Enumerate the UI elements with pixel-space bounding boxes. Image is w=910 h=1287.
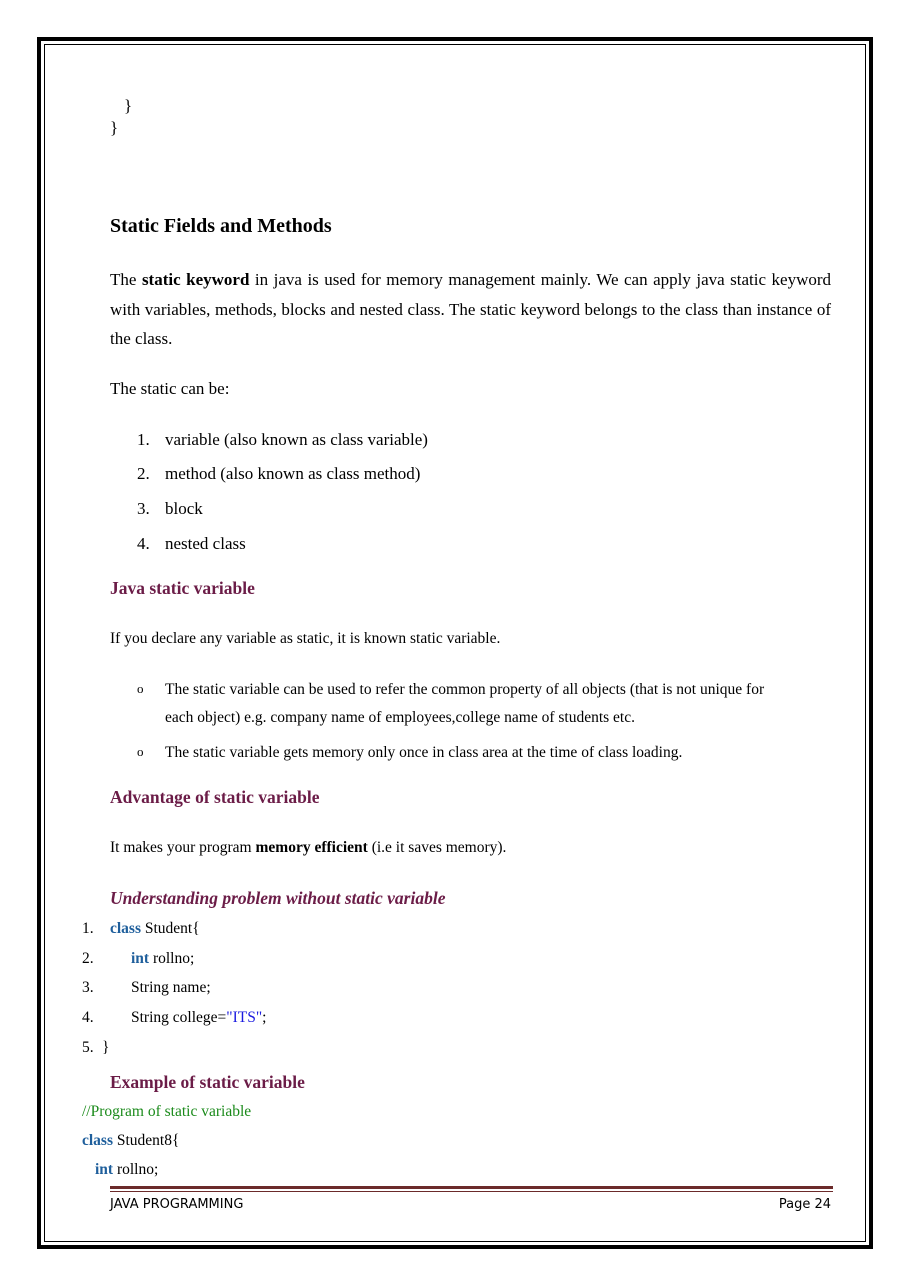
bullet-item: The static variable gets memory only once in class area at the time of class loading. (165, 744, 683, 761)
code-line: String name; (131, 979, 211, 996)
code-text: String college= (131, 1009, 227, 1026)
code-keyword: int (95, 1161, 114, 1178)
code-text: ; (262, 1009, 267, 1026)
list-item-number: 2. (137, 464, 150, 483)
section-title: Static Fields and Methods (110, 215, 332, 237)
list-item: block (165, 499, 203, 518)
code-text: Student{ (141, 920, 200, 937)
code-line (95, 1161, 158, 1179)
code-brace-inner: } (124, 96, 133, 115)
intro-text-post: in java is used for memory management mainly. We can apply java static keyword with variables, methods, blocks and nested class. The static keyword belongs to the class than instance of the class. (110, 270, 832, 348)
code-line-number: 3. (82, 979, 94, 996)
footer-divider-thin (110, 1191, 833, 1192)
static-variable-description: If you declare any variable as static, it is known static variable. (110, 630, 501, 647)
code-line-number: 2. (82, 950, 94, 967)
advantage-text-post: (i.e it saves memory). (367, 839, 507, 856)
footer-title: JAVA PROGRAMMING (110, 1197, 244, 1212)
list-item-number: 1. (137, 430, 150, 449)
code-comment: //Program of static variable (82, 1103, 252, 1120)
intro-text-pre: The (110, 270, 142, 289)
code-line (131, 1009, 266, 1027)
code-text: rollno; (113, 1161, 159, 1178)
advantage-text (110, 839, 506, 857)
intro-bold-keyword: static keyword (141, 270, 250, 289)
code-brace-outer: } (110, 118, 119, 137)
bullet-item: The static variable can be used to refer the common property of all objects (that is not unique for (165, 681, 765, 698)
bullet-marker: o (137, 744, 144, 759)
code-keyword: class (82, 1132, 113, 1149)
code-string: "ITS" (226, 1009, 263, 1026)
bullet-marker: o (137, 681, 144, 696)
advantage-heading: Advantage of static variable (110, 787, 320, 807)
code-line (82, 1132, 179, 1150)
intro-paragraph (110, 265, 831, 354)
code-line: } (102, 1039, 110, 1056)
list-item: method (also known as class method) (165, 464, 421, 483)
bullet-item-continued: each object) e.g. company name of employees,college name of students etc. (165, 709, 635, 726)
static-variable-heading: Java static variable (110, 578, 255, 598)
code-keyword: class (110, 920, 141, 937)
advantage-text-pre: It makes your program (110, 839, 256, 856)
list-item: variable (also known as class variable) (165, 430, 428, 449)
code-line-number: 1. (82, 920, 94, 937)
page-number: Page 24 (778, 1197, 831, 1212)
example-heading: Example of static variable (110, 1072, 305, 1092)
advantage-bold: memory efficient (255, 839, 368, 856)
static-can-be-label: The static can be: (110, 379, 230, 398)
code-text: rollno; (149, 950, 195, 967)
code-line (131, 950, 194, 968)
code-line (110, 920, 200, 938)
code-line-number: 5. (82, 1039, 94, 1056)
problem-heading: Understanding problem without static variable (110, 888, 446, 908)
list-item-number: 3. (137, 499, 150, 518)
code-text: Student8{ (113, 1132, 180, 1149)
code-line-number: 4. (82, 1009, 94, 1026)
footer-divider (110, 1186, 833, 1189)
list-item: nested class (165, 534, 246, 553)
code-keyword: int (131, 950, 150, 967)
list-item-number: 4. (137, 534, 150, 553)
